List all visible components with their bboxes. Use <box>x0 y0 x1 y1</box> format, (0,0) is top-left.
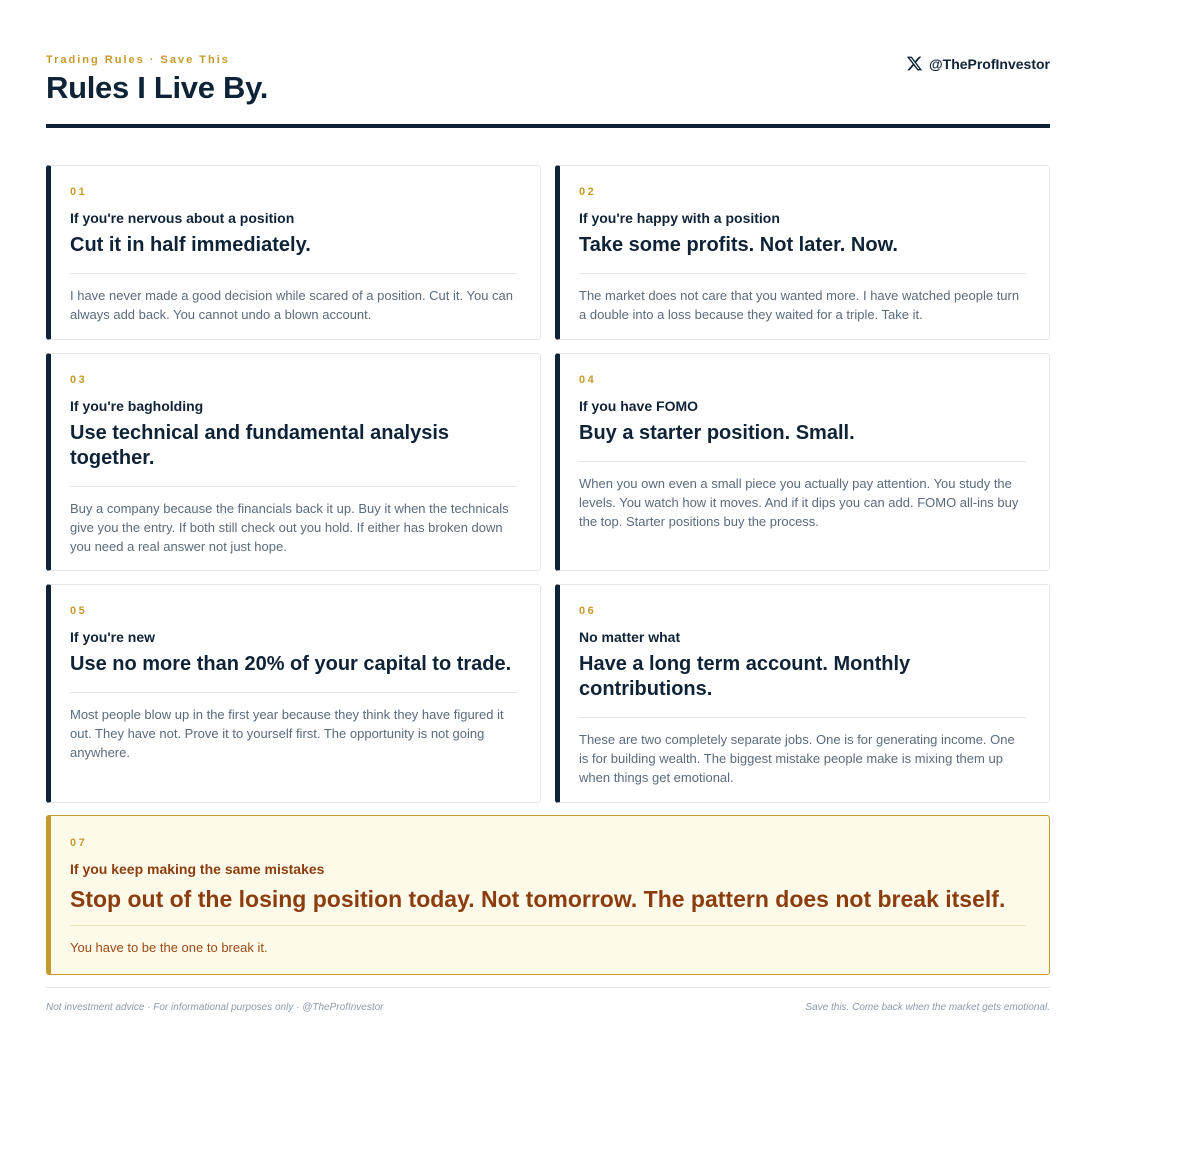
footer-disclaimer: Not investment advice · For informational purposes only · @TheProfInvestor <box>46 1002 384 1013</box>
rule-headline: Stop out of the losing position today. Not tomorrow. The pattern does not break itself. <box>70 886 1006 912</box>
rule-card-05 <box>46 584 541 803</box>
rule-card-07-highlight <box>46 815 1050 975</box>
rule-card-02 <box>555 165 1050 340</box>
page-title: Rules I Live By. <box>46 70 269 105</box>
rule-condition: If you're bagholding <box>70 398 204 414</box>
rule-headline: Use no more than 20% of your capital to trade. <box>70 653 512 675</box>
footer-tagline: Save this. Come back when the market gets emotional. <box>805 1002 1050 1013</box>
divider <box>70 486 517 487</box>
rule-headline: Buy a starter position. Small. <box>579 422 855 444</box>
rule-card-04 <box>555 353 1050 571</box>
rule-description: The market does not care that you wanted more. I have watched people turn a double into a loss because they waited for a triple. Take it. <box>579 288 1020 322</box>
rule-description: You have to be the one to break it. <box>70 940 268 955</box>
rule-number: 06 <box>579 605 597 617</box>
footer <box>46 987 1050 1013</box>
rule-number: 07 <box>70 837 88 849</box>
divider <box>70 692 517 693</box>
divider <box>579 461 1026 462</box>
rule-number: 01 <box>70 186 88 198</box>
rule-card-03 <box>46 353 541 571</box>
rule-card-06 <box>555 584 1050 803</box>
rule-condition: If you're new <box>70 629 156 645</box>
rule-condition: If you have FOMO <box>579 398 699 414</box>
rule-headline: Use technical and fundamental analysis together. <box>70 422 450 469</box>
rule-number: 03 <box>70 374 88 386</box>
rule-headline: Take some profits. Not later. Now. <box>579 234 898 256</box>
rule-number: 05 <box>70 605 88 617</box>
rules-grid <box>46 165 1050 803</box>
social-handle[interactable] <box>906 55 1050 72</box>
handle-text: @TheProfInvestor <box>928 55 1050 72</box>
rule-number: 02 <box>579 186 597 198</box>
rule-description: When you own even a small piece you actually pay attention. You study the levels. You watch how it moves. And if it dips you can add. FOMO all-ins buy the top. Starter positions buy the process. <box>579 476 1019 529</box>
divider <box>70 925 1026 926</box>
divider <box>70 273 517 274</box>
rule-number: 04 <box>579 374 597 386</box>
rule-description: These are two completely separate jobs. One is for generating income. One is for building wealth. The biggest mistake people make is mixing them up when things get emotional. <box>579 732 1015 785</box>
divider <box>579 717 1026 718</box>
rule-condition: If you're nervous about a position <box>70 210 295 226</box>
rule-condition: If you're happy with a position <box>579 210 780 226</box>
rule-headline: Have a long term account. Monthly contributions. <box>579 653 911 700</box>
rule-card-01 <box>46 165 541 340</box>
rule-description: Most people blow up in the first year because they think they have figured it out. They have not. Prove it to yourself first. The opportunity is not going anywhere. <box>70 707 504 760</box>
header <box>46 0 1050 128</box>
rule-description: I have never made a good decision while scared of a position. Cut it. You can always add back. You cannot undo a blown account. <box>70 288 514 322</box>
page <box>46 0 1050 1013</box>
divider <box>579 273 1026 274</box>
rule-description: Buy a company because the financials back it up. Buy it when the technicals give you the entry. If both still check out you hold. If either has broken down you need a real answer not just hope. <box>70 501 509 554</box>
rule-condition: No matter what <box>579 629 681 645</box>
x-logo-icon <box>906 55 923 72</box>
rule-condition: If you keep making the same mistakes <box>70 861 325 877</box>
eyebrow-label: Trading Rules · Save This <box>46 54 230 66</box>
rule-headline: Cut it in half immediately. <box>70 234 311 256</box>
